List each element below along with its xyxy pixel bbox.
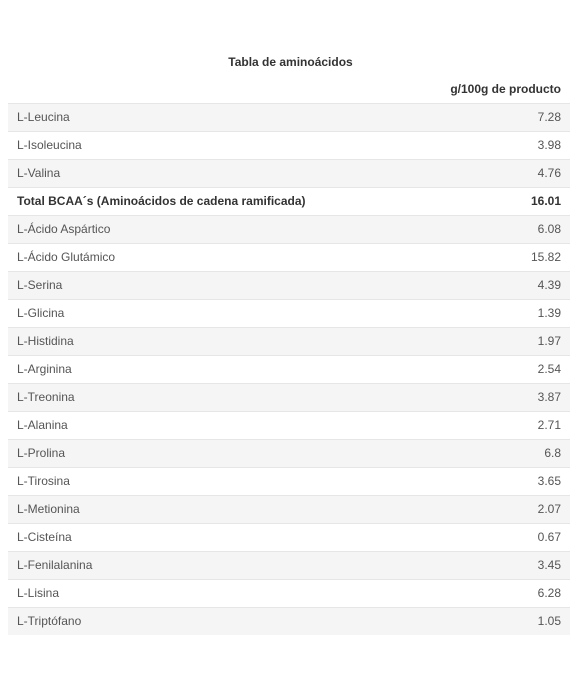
amino-acid-name: L-Ácido Aspártico bbox=[17, 222, 111, 236]
amino-acid-name: L-Tirosina bbox=[17, 474, 70, 488]
table-row bbox=[8, 440, 570, 468]
table-row bbox=[8, 104, 570, 132]
amino-acid-value: 6.8 bbox=[544, 446, 561, 460]
table-row bbox=[8, 160, 570, 188]
amino-acid-value: 16.01 bbox=[530, 194, 561, 208]
table-row-total bbox=[8, 188, 570, 216]
amino-acid-value: 2.07 bbox=[537, 502, 561, 516]
amino-acid-value: 3.45 bbox=[537, 558, 561, 572]
amino-acid-name: Total BCAA´s (Aminoácidos de cadena ramificada) bbox=[17, 194, 306, 208]
amino-acid-name: L-Alanina bbox=[17, 418, 68, 432]
amino-acid-name: L-Glicina bbox=[17, 306, 65, 320]
table-row bbox=[8, 132, 570, 160]
table-row bbox=[8, 496, 570, 524]
amino-acid-name: L-Treonina bbox=[17, 390, 75, 404]
amino-acid-name: L-Leucina bbox=[17, 110, 70, 124]
table-header bbox=[8, 76, 570, 104]
amino-acid-value: 4.39 bbox=[537, 278, 561, 292]
table-row bbox=[8, 412, 570, 440]
amino-acid-name: L-Lisina bbox=[17, 586, 60, 600]
table-row bbox=[8, 608, 570, 636]
table-row bbox=[8, 552, 570, 580]
table-row bbox=[8, 216, 570, 244]
amino-acid-name: L-Metionina bbox=[17, 502, 80, 516]
header-row bbox=[8, 76, 570, 104]
amino-acid-name: L-Fenilalanina bbox=[17, 558, 93, 572]
amino-acid-name: L-Ácido Glutámico bbox=[17, 250, 116, 264]
table-row bbox=[8, 300, 570, 328]
amino-acid-name: L-Serina bbox=[17, 278, 63, 292]
amino-acid-value: 1.97 bbox=[537, 334, 561, 348]
amino-acid-name: L-Triptófano bbox=[17, 614, 82, 628]
amino-acid-table bbox=[8, 76, 570, 635]
amino-acid-value: 1.05 bbox=[537, 614, 561, 628]
amino-acid-value: 7.28 bbox=[537, 110, 561, 124]
table-row bbox=[8, 468, 570, 496]
amino-acid-value: 2.71 bbox=[537, 418, 561, 432]
amino-acid-value: 6.28 bbox=[537, 586, 561, 600]
table-row bbox=[8, 580, 570, 608]
amino-acid-value: 4.76 bbox=[537, 166, 561, 180]
table-row bbox=[8, 244, 570, 272]
column-header-name bbox=[8, 76, 408, 104]
amino-acid-value: 6.08 bbox=[537, 222, 561, 236]
amino-acid-value: 3.65 bbox=[537, 474, 561, 488]
amino-acid-name: L-Histidina bbox=[17, 334, 74, 348]
amino-acid-value: 3.87 bbox=[537, 390, 561, 404]
column-header-value: g/100g de producto bbox=[450, 82, 561, 96]
amino-acid-name: L-Valina bbox=[17, 166, 61, 180]
amino-acid-name: L-Isoleucina bbox=[17, 138, 82, 152]
amino-acid-value: 3.98 bbox=[537, 138, 561, 152]
table-row bbox=[8, 356, 570, 384]
amino-acid-value: 2.54 bbox=[537, 362, 561, 376]
amino-acid-value: 1.39 bbox=[537, 306, 561, 320]
amino-acid-value: 15.82 bbox=[530, 250, 561, 264]
table-body bbox=[8, 104, 570, 636]
table-title: Tabla de aminoácidos bbox=[228, 55, 353, 69]
table-row bbox=[8, 524, 570, 552]
table-row bbox=[8, 272, 570, 300]
amino-acid-name: L-Prolina bbox=[17, 446, 66, 460]
table-row bbox=[8, 384, 570, 412]
table-row bbox=[8, 328, 570, 356]
amino-acid-name: L-Cisteína bbox=[17, 530, 72, 544]
amino-acid-value: 0.67 bbox=[537, 530, 561, 544]
amino-acid-name: L-Arginina bbox=[17, 362, 72, 376]
